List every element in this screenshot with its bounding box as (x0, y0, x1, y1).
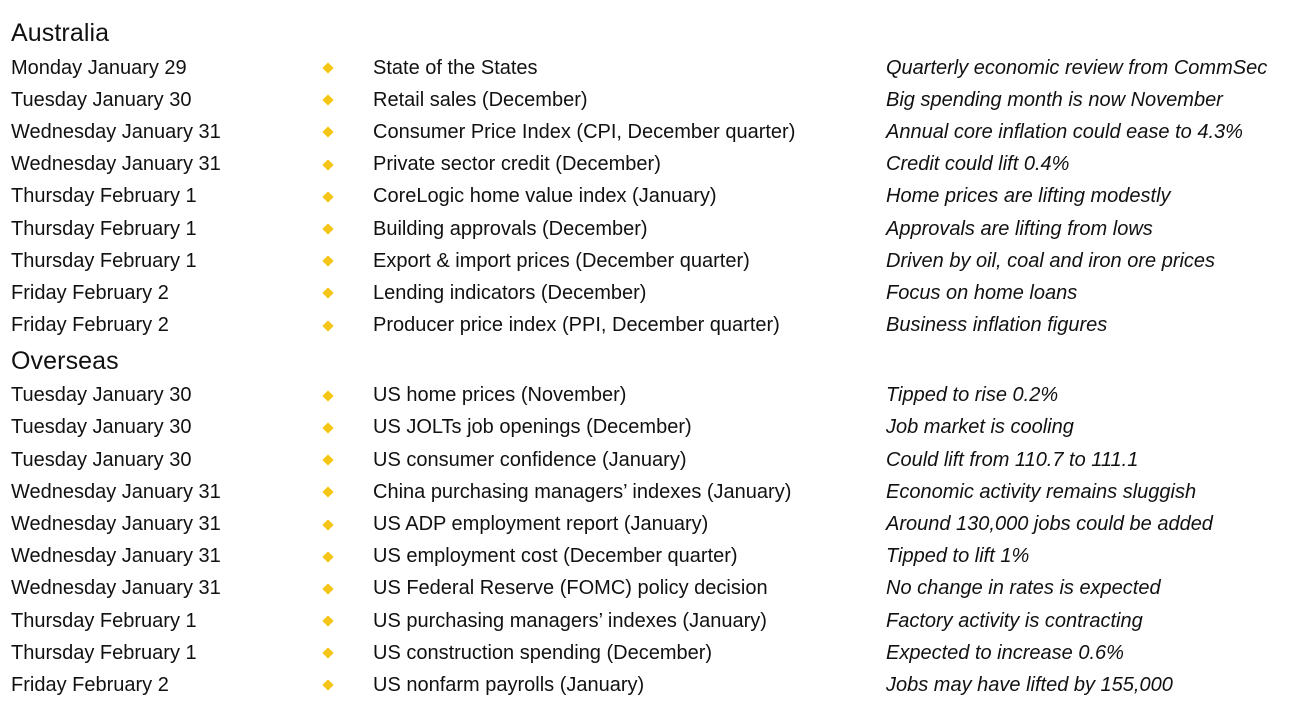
event-note: Job market is cooling (886, 416, 1074, 439)
bullet-icon (319, 161, 373, 169)
table-row (11, 541, 1301, 573)
bullet-icon (319, 488, 373, 496)
bullet-icon (319, 681, 373, 689)
event-date: Thursday February 1 (11, 217, 197, 240)
bullet-icon (319, 617, 373, 625)
table-row (11, 508, 1301, 540)
table-row (11, 412, 1301, 444)
event-date: Friday February 2 (11, 281, 169, 304)
table-row (11, 116, 1301, 148)
bullet-icon (319, 289, 373, 297)
event-date: Wednesday January 31 (11, 153, 221, 176)
event-date: Thursday February 1 (11, 249, 197, 272)
bullet-icon (319, 424, 373, 432)
event-note: Credit could lift 0.4% (886, 153, 1070, 176)
event-note: Home prices are lifting modestly (886, 185, 1171, 208)
event-date: Tuesday January 30 (11, 448, 192, 471)
event-name: State of the States (373, 56, 538, 79)
event-name: US JOLTs job openings (December) (373, 416, 692, 439)
table-row (11, 637, 1301, 669)
event-note: Expected to increase 0.6% (886, 641, 1124, 664)
section-australia (11, 14, 1301, 342)
event-name: Export & import prices (December quarter) (373, 249, 750, 272)
event-note: Jobs may have lifted by 155,000 (886, 673, 1173, 696)
bullet-icon (319, 456, 373, 464)
section-rows (11, 380, 1301, 702)
event-name: Producer price index (PPI, December quarter) (373, 314, 780, 337)
event-name: US nonfarm payrolls (January) (373, 673, 645, 696)
table-row (11, 213, 1301, 245)
event-name: Retail sales (December) (373, 88, 588, 111)
table-row (11, 380, 1301, 412)
table-row (11, 669, 1301, 701)
bullet-icon (319, 257, 373, 265)
event-date: Wednesday January 31 (11, 480, 221, 503)
event-name: US home prices (November) (373, 384, 627, 407)
section-overseas (11, 342, 1301, 702)
event-name: US consumer confidence (January) (373, 448, 687, 471)
table-row (11, 573, 1301, 605)
event-name: Private sector credit (December) (373, 153, 661, 176)
event-date: Thursday February 1 (11, 609, 197, 632)
event-name: US construction spending (December) (373, 641, 713, 664)
bullet-icon (319, 649, 373, 657)
table-row (11, 181, 1301, 213)
bullet-icon (319, 96, 373, 104)
event-date: Wednesday January 31 (11, 545, 221, 568)
table-row (11, 476, 1301, 508)
bullet-icon (319, 64, 373, 72)
event-note: Business inflation figures (886, 314, 1108, 337)
event-date: Monday January 29 (11, 56, 187, 79)
event-date: Wednesday January 31 (11, 577, 221, 600)
event-note: Quarterly economic review from CommSec (886, 56, 1268, 79)
bullet-icon (319, 521, 373, 529)
event-name: US Federal Reserve (FOMC) policy decision (373, 577, 768, 600)
event-note: Annual core inflation could ease to 4.3% (886, 120, 1243, 143)
event-date: Tuesday January 30 (11, 384, 192, 407)
event-date: Wednesday January 31 (11, 120, 221, 143)
event-date: Friday February 2 (11, 673, 169, 696)
event-note: Factory activity is contracting (886, 609, 1143, 632)
event-name: Consumer Price Index (CPI, December quarter) (373, 120, 796, 143)
event-name: CoreLogic home value index (January) (373, 185, 717, 208)
event-note: Tipped to rise 0.2% (886, 384, 1059, 407)
table-row (11, 84, 1301, 116)
table-row (11, 277, 1301, 309)
economic-calendar (11, 14, 1301, 702)
event-note: No change in rates is expected (886, 577, 1161, 600)
event-note: Around 130,000 jobs could be added (886, 513, 1213, 536)
event-note: Could lift from 110.7 to 111.1 (886, 448, 1139, 471)
event-name: US purchasing managers’ indexes (January) (373, 609, 767, 632)
table-row (11, 245, 1301, 277)
event-note: Driven by oil, coal and iron ore prices (886, 249, 1216, 272)
table-row (11, 310, 1301, 342)
event-date: Tuesday January 30 (11, 88, 192, 111)
event-date: Thursday February 1 (11, 641, 197, 664)
bullet-icon (319, 193, 373, 201)
event-date: Wednesday January 31 (11, 513, 221, 536)
event-date: Friday February 2 (11, 314, 169, 337)
event-name: US employment cost (December quarter) (373, 545, 738, 568)
table-row (11, 444, 1301, 476)
bullet-icon (319, 128, 373, 136)
section-rows (11, 52, 1301, 342)
event-name: China purchasing managers’ indexes (January) (373, 480, 792, 503)
event-name: Building approvals (December) (373, 217, 648, 240)
section-title: Australia (11, 19, 110, 47)
event-name: US ADP employment report (January) (373, 513, 709, 536)
event-date: Tuesday January 30 (11, 416, 192, 439)
bullet-icon (319, 585, 373, 593)
bullet-icon (319, 392, 373, 400)
table-row (11, 605, 1301, 637)
event-date: Thursday February 1 (11, 185, 197, 208)
event-note: Economic activity remains sluggish (886, 480, 1197, 503)
event-note: Focus on home loans (886, 281, 1078, 304)
section-title: Overseas (11, 346, 119, 375)
bullet-icon (319, 322, 373, 330)
event-name: Lending indicators (December) (373, 281, 647, 304)
table-row (11, 52, 1301, 84)
event-note: Tipped to lift 1% (886, 545, 1030, 568)
table-row (11, 149, 1301, 181)
event-note: Big spending month is now November (886, 88, 1223, 111)
bullet-icon (319, 225, 373, 233)
event-note: Approvals are lifting from lows (886, 217, 1153, 240)
bullet-icon (319, 553, 373, 561)
